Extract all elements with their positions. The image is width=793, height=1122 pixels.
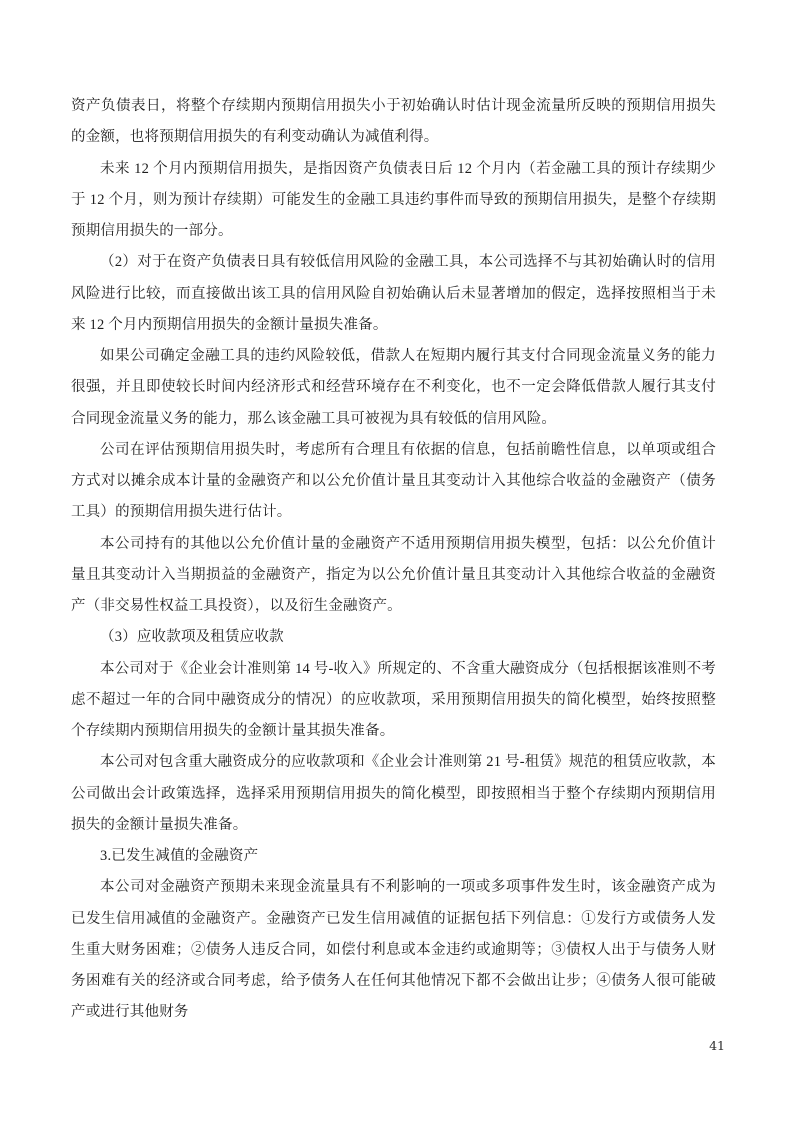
paragraph-low-credit-risk-instruments: （2）对于在资产负债表日具有较低信用风险的金融工具，本公司选择不与其初始确认时的信用风险进行比较，而直接做出该工具的信用风险自初始确认后未显著增加的假定，选择按照相当于未来 12 个月内预期信用损失的金额计量损失准备。 [71,254,716,333]
paragraph-ecl-assessment-information: 公司在评估预期信用损失时，考虑所有合理且有依据的信息，包括前瞻性信息，以单项或组合方式对以摊余成本计量的金融资产和以公允价值计量且其变动计入其他综合收益的金融资产（债务工具）的预期信用损失进行估计。 [71,441,716,521]
page-number: 41 [709,1038,725,1053]
paragraph-continuation-expected-credit-loss: 资产负债表日，将整个存续期内预期信用损失小于初始确认时估计现金流量所反映的预期信用损失的金额，也将预期信用损失的有利变动确认为减值利得。 [71,98,716,146]
paragraph-12-month-ecl-definition: 未来 12 个月内预期信用损失，是指因资产负债表日后 12 个月内（若金融工具的预计存续期少于 12 个月，则为预计存续期）可能发生的金融工具违约事件而导致的预期信用损失，是整个存续期预期信用损失的一部分。 [71,160,716,239]
section-heading-receivables-and-lease-receivables: （3）应收款项及租赁应收款 [100,629,284,646]
paragraph-significant-financing-component: 本公司对包含重大融资成分的应收款项和《企业会计准则第 21 号-租赁》规范的租赁应收款，本公司做出会计政策选择，选择采用预期信用损失的简化模型，即按照相当于整个存续期内预期信用损失的金额计量损失准备。 [71,754,716,833]
document-body [71,91,716,1029]
paragraph-low-default-risk: 如果公司确定金融工具的违约风险较低，借款人在短期内履行其支付合同现金流量义务的能力很强，并且即使较长时间内经济形式和经营环境存在不利变化，也不一定会降低借款人履行其支付合同现金流量义务的能力，那么该金融工具可被视为具有较低的信用风险。 [71,348,716,427]
paragraph-assets-not-applicable-ecl-model: 本公司持有的其他以公允价值计量的金融资产不适用预期信用损失模型，包括：以公允价值计量且其变动计入当期损益的金融资产，指定为以公允价值计量且其变动计入其他综合收益的金融资产（非交易性权益工具投资），以及衍生金融资产。 [71,535,716,614]
paragraph-credit-impairment-evidence: 本公司对金融资产预期未来现金流量具有不利影响的一项或多项事件发生时，该金融资产成为已发生信用减值的金融资产。金融资产已发生信用减值的证据包括下列信息：①发行方或债务人发生重大财务困难；②债务人违反合同，如偿付利息或本金违约或逾期等；③债权人出于与债务人财务困难有关的经济或合同考虑，给予债务人在任何其他情况下都不会做出让步；④债务人很可能破产或进行其他财务 [71,879,716,1021]
paragraph-simplified-model-receivables: 本公司对于《企业会计准则第 14 号-收入》所规定的、不含重大融资成分（包括根据该准则不考虑不超过一年的合同中融资成分的情况）的应收款项，采用预期信用损失的简化模型，始终按照整个存续期内预期信用损失的金额计量其损失准备。 [71,660,716,739]
section-heading-credit-impaired-financial-assets: 3.已发生减值的金融资产 [100,848,259,864]
